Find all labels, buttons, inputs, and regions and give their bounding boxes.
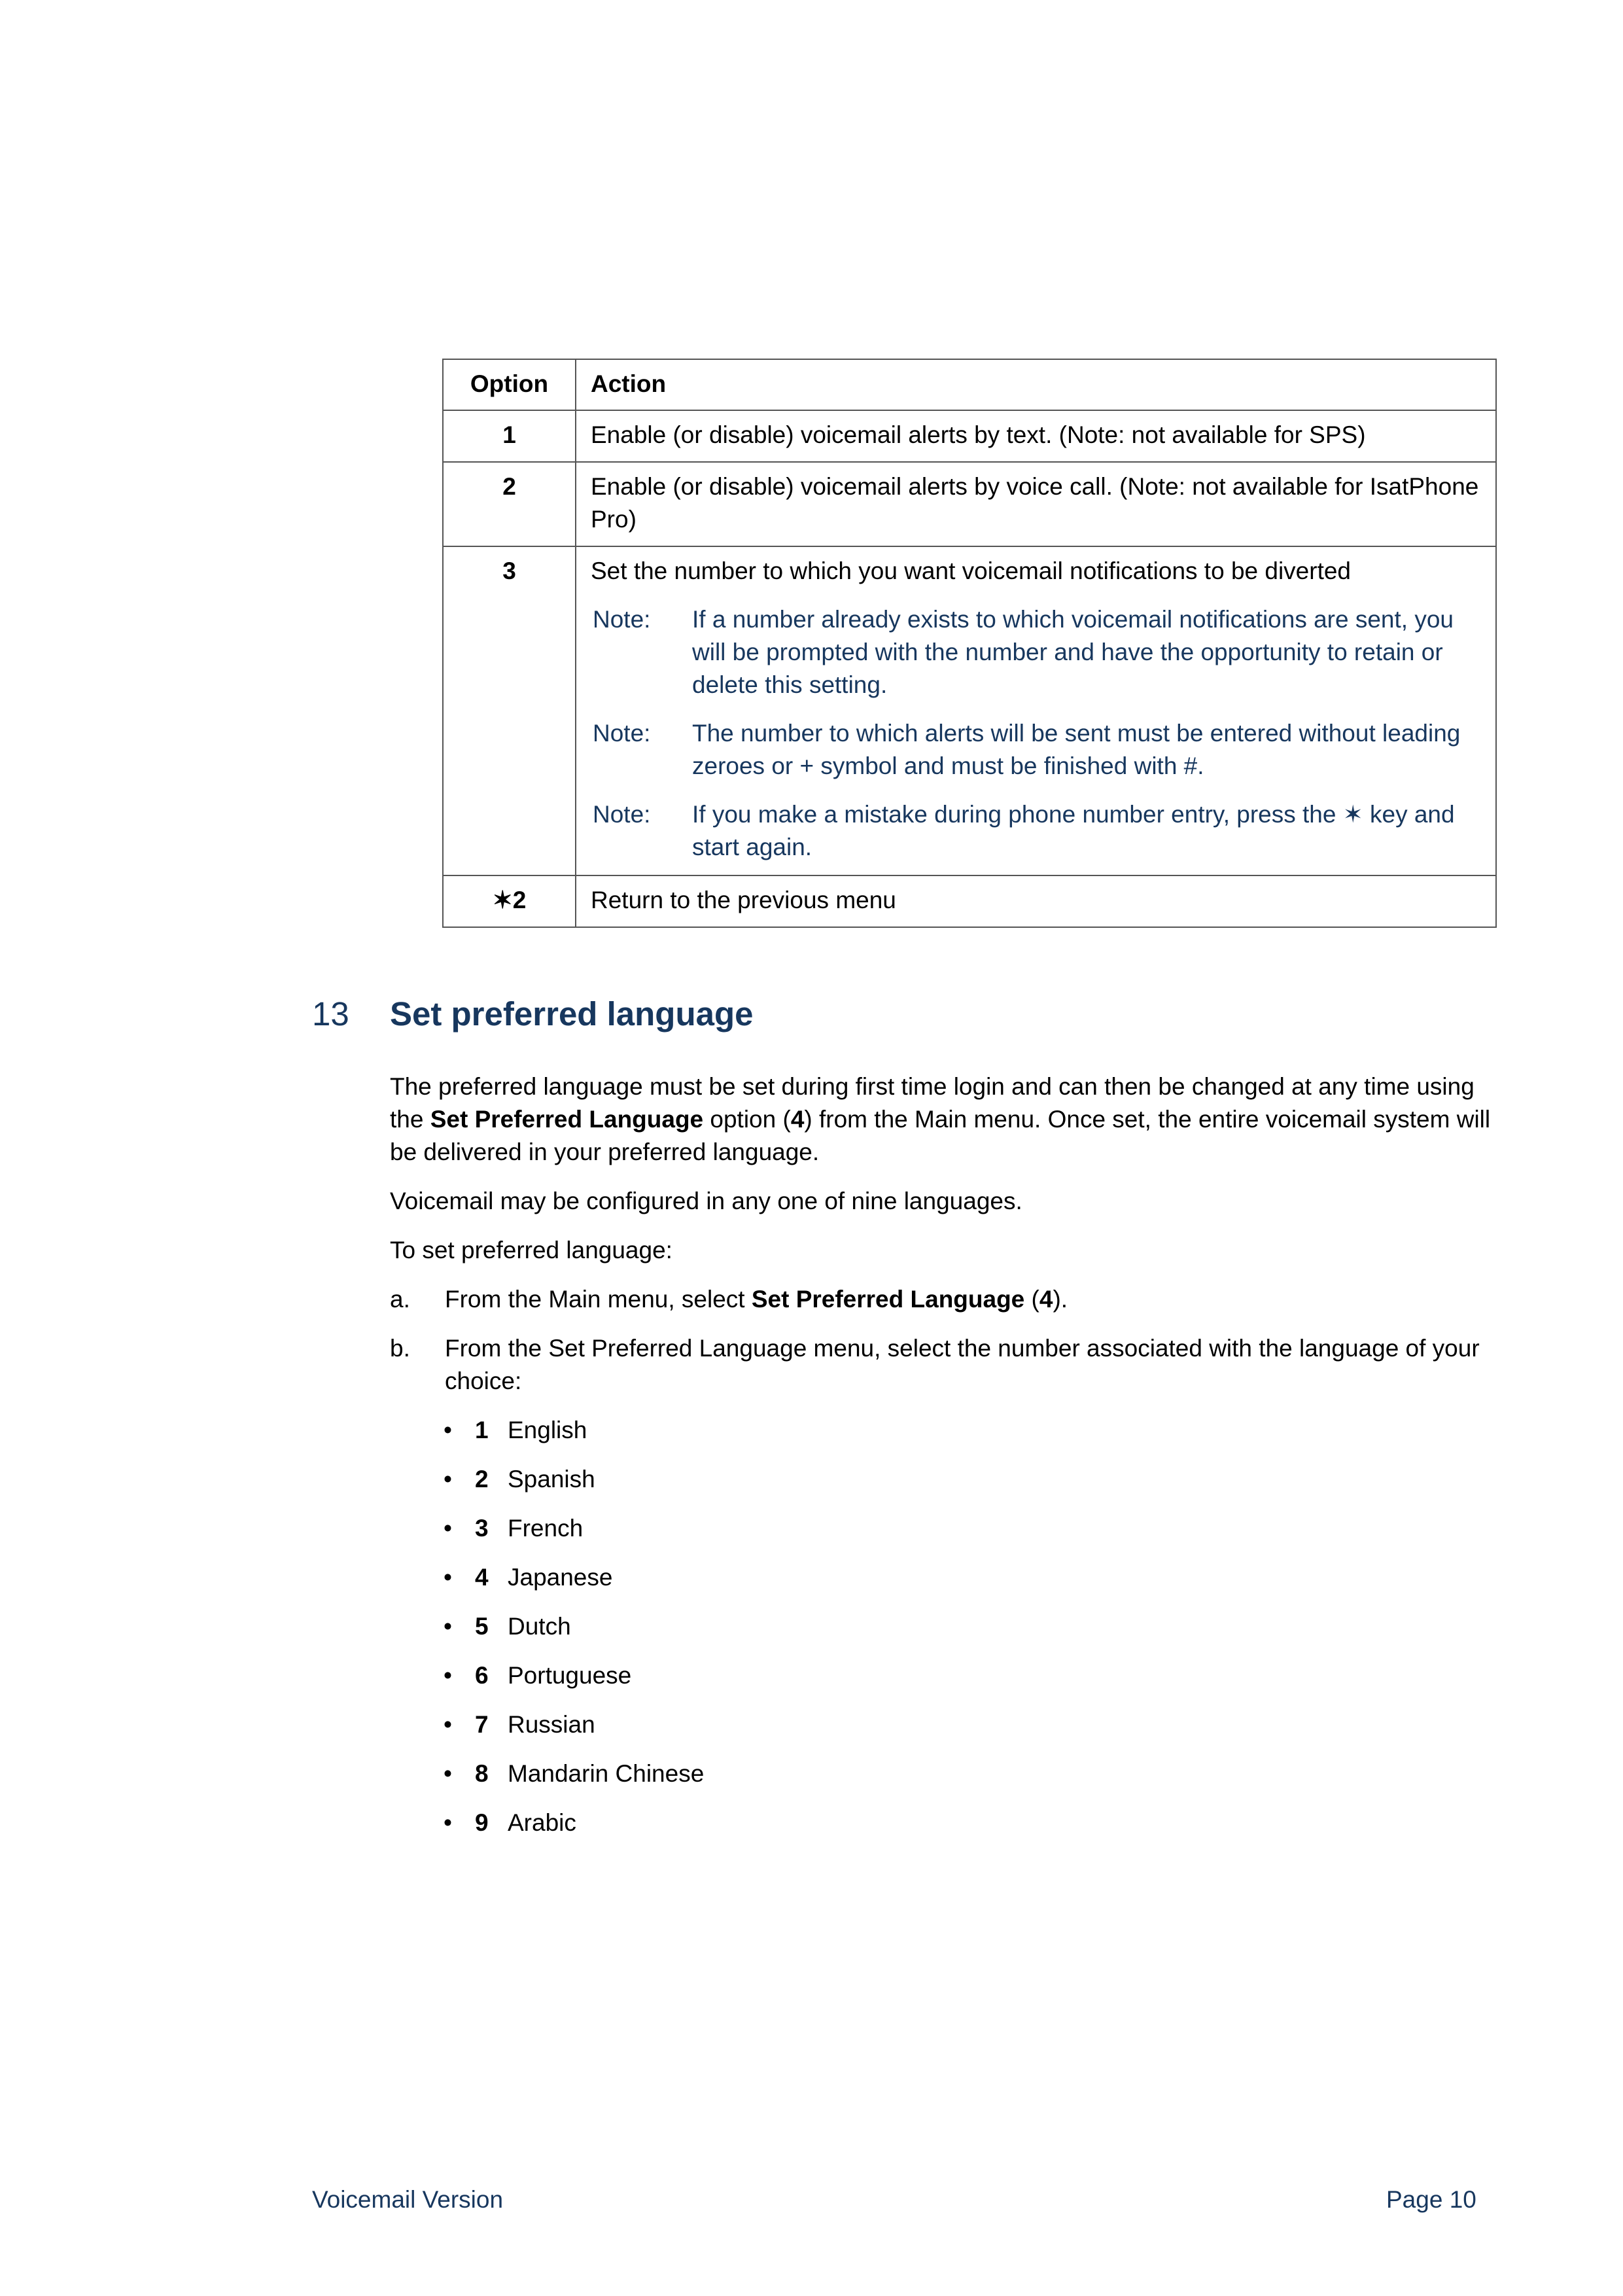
bullet: •	[444, 1417, 452, 1443]
bullet: •	[444, 1711, 452, 1738]
list-item	[444, 1659, 1502, 1692]
list-item	[444, 1610, 1502, 1643]
option-cell: 3	[443, 546, 576, 875]
note	[591, 798, 1481, 864]
action-cell	[576, 546, 1496, 875]
text-run: From the Main menu, select	[445, 1286, 752, 1313]
table-row	[443, 875, 1496, 927]
note-text: The number to which alerts will be sent must be entered without leading zeroes or + symbol and must be finished with #.	[692, 720, 1461, 779]
language-name: English	[508, 1417, 587, 1443]
step-text	[445, 1283, 1502, 1316]
bullet: •	[444, 1515, 452, 1542]
list-item	[444, 1463, 1502, 1496]
list-item	[444, 1561, 1502, 1594]
text-run: ) from the Main menu. Once set, the entire voicemail system will be delivered in your preferred language.	[390, 1106, 1491, 1165]
list-item	[444, 1414, 1502, 1447]
language-name: Mandarin Chinese	[508, 1760, 705, 1787]
language-number: 9	[475, 1809, 489, 1836]
language-list	[390, 1414, 1502, 1839]
language-name: Japanese	[508, 1564, 613, 1591]
step-marker: a.	[390, 1286, 410, 1313]
bullet: •	[444, 1760, 452, 1787]
option-cell: ✶2	[443, 875, 576, 927]
step-marker: b.	[390, 1335, 410, 1362]
step-text: From the Set Preferred Language menu, select the number associated with the language of your choice:	[445, 1335, 1480, 1394]
text-run: ).	[1053, 1286, 1068, 1313]
action-cell: Enable (or disable) voicemail alerts by voice call. (Note: not available for IsatPhone Pro)	[576, 462, 1496, 546]
list-item	[444, 1757, 1502, 1790]
header-action: Action	[576, 359, 1496, 410]
language-name: Arabic	[508, 1809, 576, 1836]
options-table	[442, 359, 1497, 928]
language-number: 5	[475, 1613, 489, 1640]
language-number: 6	[475, 1662, 489, 1689]
language-number: 2	[475, 1466, 489, 1492]
table-row	[443, 410, 1496, 462]
text-run: The preferred language must be set during first time login and can then be changed at any time using the	[390, 1073, 1475, 1133]
list-item	[444, 1807, 1502, 1839]
action-cell: Enable (or disable) voicemail alerts by text. (Note: not available for SPS)	[576, 410, 1496, 462]
action-text: Set the number to which you want voicemail notifications to be diverted	[591, 557, 1352, 584]
note-list	[591, 603, 1481, 864]
paragraph: To set preferred language:	[390, 1237, 672, 1263]
section-number: 13	[312, 995, 349, 1033]
language-name: French	[508, 1515, 584, 1542]
language-number: 4	[475, 1564, 489, 1591]
language-number: 7	[475, 1711, 489, 1738]
list-item	[444, 1708, 1502, 1741]
note-label: Note:	[593, 801, 651, 828]
bullet: •	[444, 1662, 452, 1689]
note-text: If you make a mistake during phone number entry, press the ✶ key and start again.	[692, 801, 1455, 860]
note	[591, 603, 1481, 701]
text-run: option (	[703, 1106, 791, 1133]
table-row	[443, 462, 1496, 546]
bullet: •	[444, 1613, 452, 1640]
bold-text: Set Preferred Language	[751, 1286, 1025, 1313]
bold-text: Set Preferred Language	[430, 1106, 704, 1133]
section-body	[390, 1070, 1502, 1856]
header-option: Option	[443, 359, 576, 410]
table-header-row	[443, 359, 1496, 410]
step-a	[390, 1283, 1502, 1316]
table-row	[443, 546, 1496, 875]
note-label: Note:	[593, 720, 651, 747]
bold-text: 4	[1039, 1286, 1053, 1313]
action-cell: Return to the previous menu	[576, 875, 1496, 927]
language-name: Dutch	[508, 1613, 571, 1640]
footer-document-title: Voicemail Version	[312, 2186, 504, 2213]
note-text: If a number already exists to which voicemail notifications are sent, you will be prompted with the number and have the opportunity to retain or delete this setting.	[692, 606, 1454, 698]
section-title: Set preferred language	[390, 995, 754, 1033]
language-name: Russian	[508, 1711, 595, 1738]
section-heading	[312, 995, 754, 1033]
bullet: •	[444, 1809, 452, 1836]
language-number: 1	[475, 1417, 489, 1443]
note-label: Note:	[593, 606, 651, 633]
footer-page-number: Page 10	[1386, 2186, 1476, 2213]
step-b	[390, 1332, 1502, 1398]
paragraph: Voicemail may be configured in any one of nine languages.	[390, 1188, 1022, 1214]
list-item	[444, 1512, 1502, 1545]
bullet: •	[444, 1564, 452, 1591]
language-number: 3	[475, 1515, 489, 1542]
note	[591, 717, 1481, 783]
language-name: Spanish	[508, 1466, 595, 1492]
intro-paragraph	[390, 1070, 1502, 1169]
option-cell: 1	[443, 410, 576, 462]
text-run: (	[1024, 1286, 1039, 1313]
bold-text: 4	[790, 1106, 805, 1133]
language-name: Portuguese	[508, 1662, 632, 1689]
option-cell: 2	[443, 462, 576, 546]
bullet: •	[444, 1466, 452, 1492]
language-number: 8	[475, 1760, 489, 1787]
